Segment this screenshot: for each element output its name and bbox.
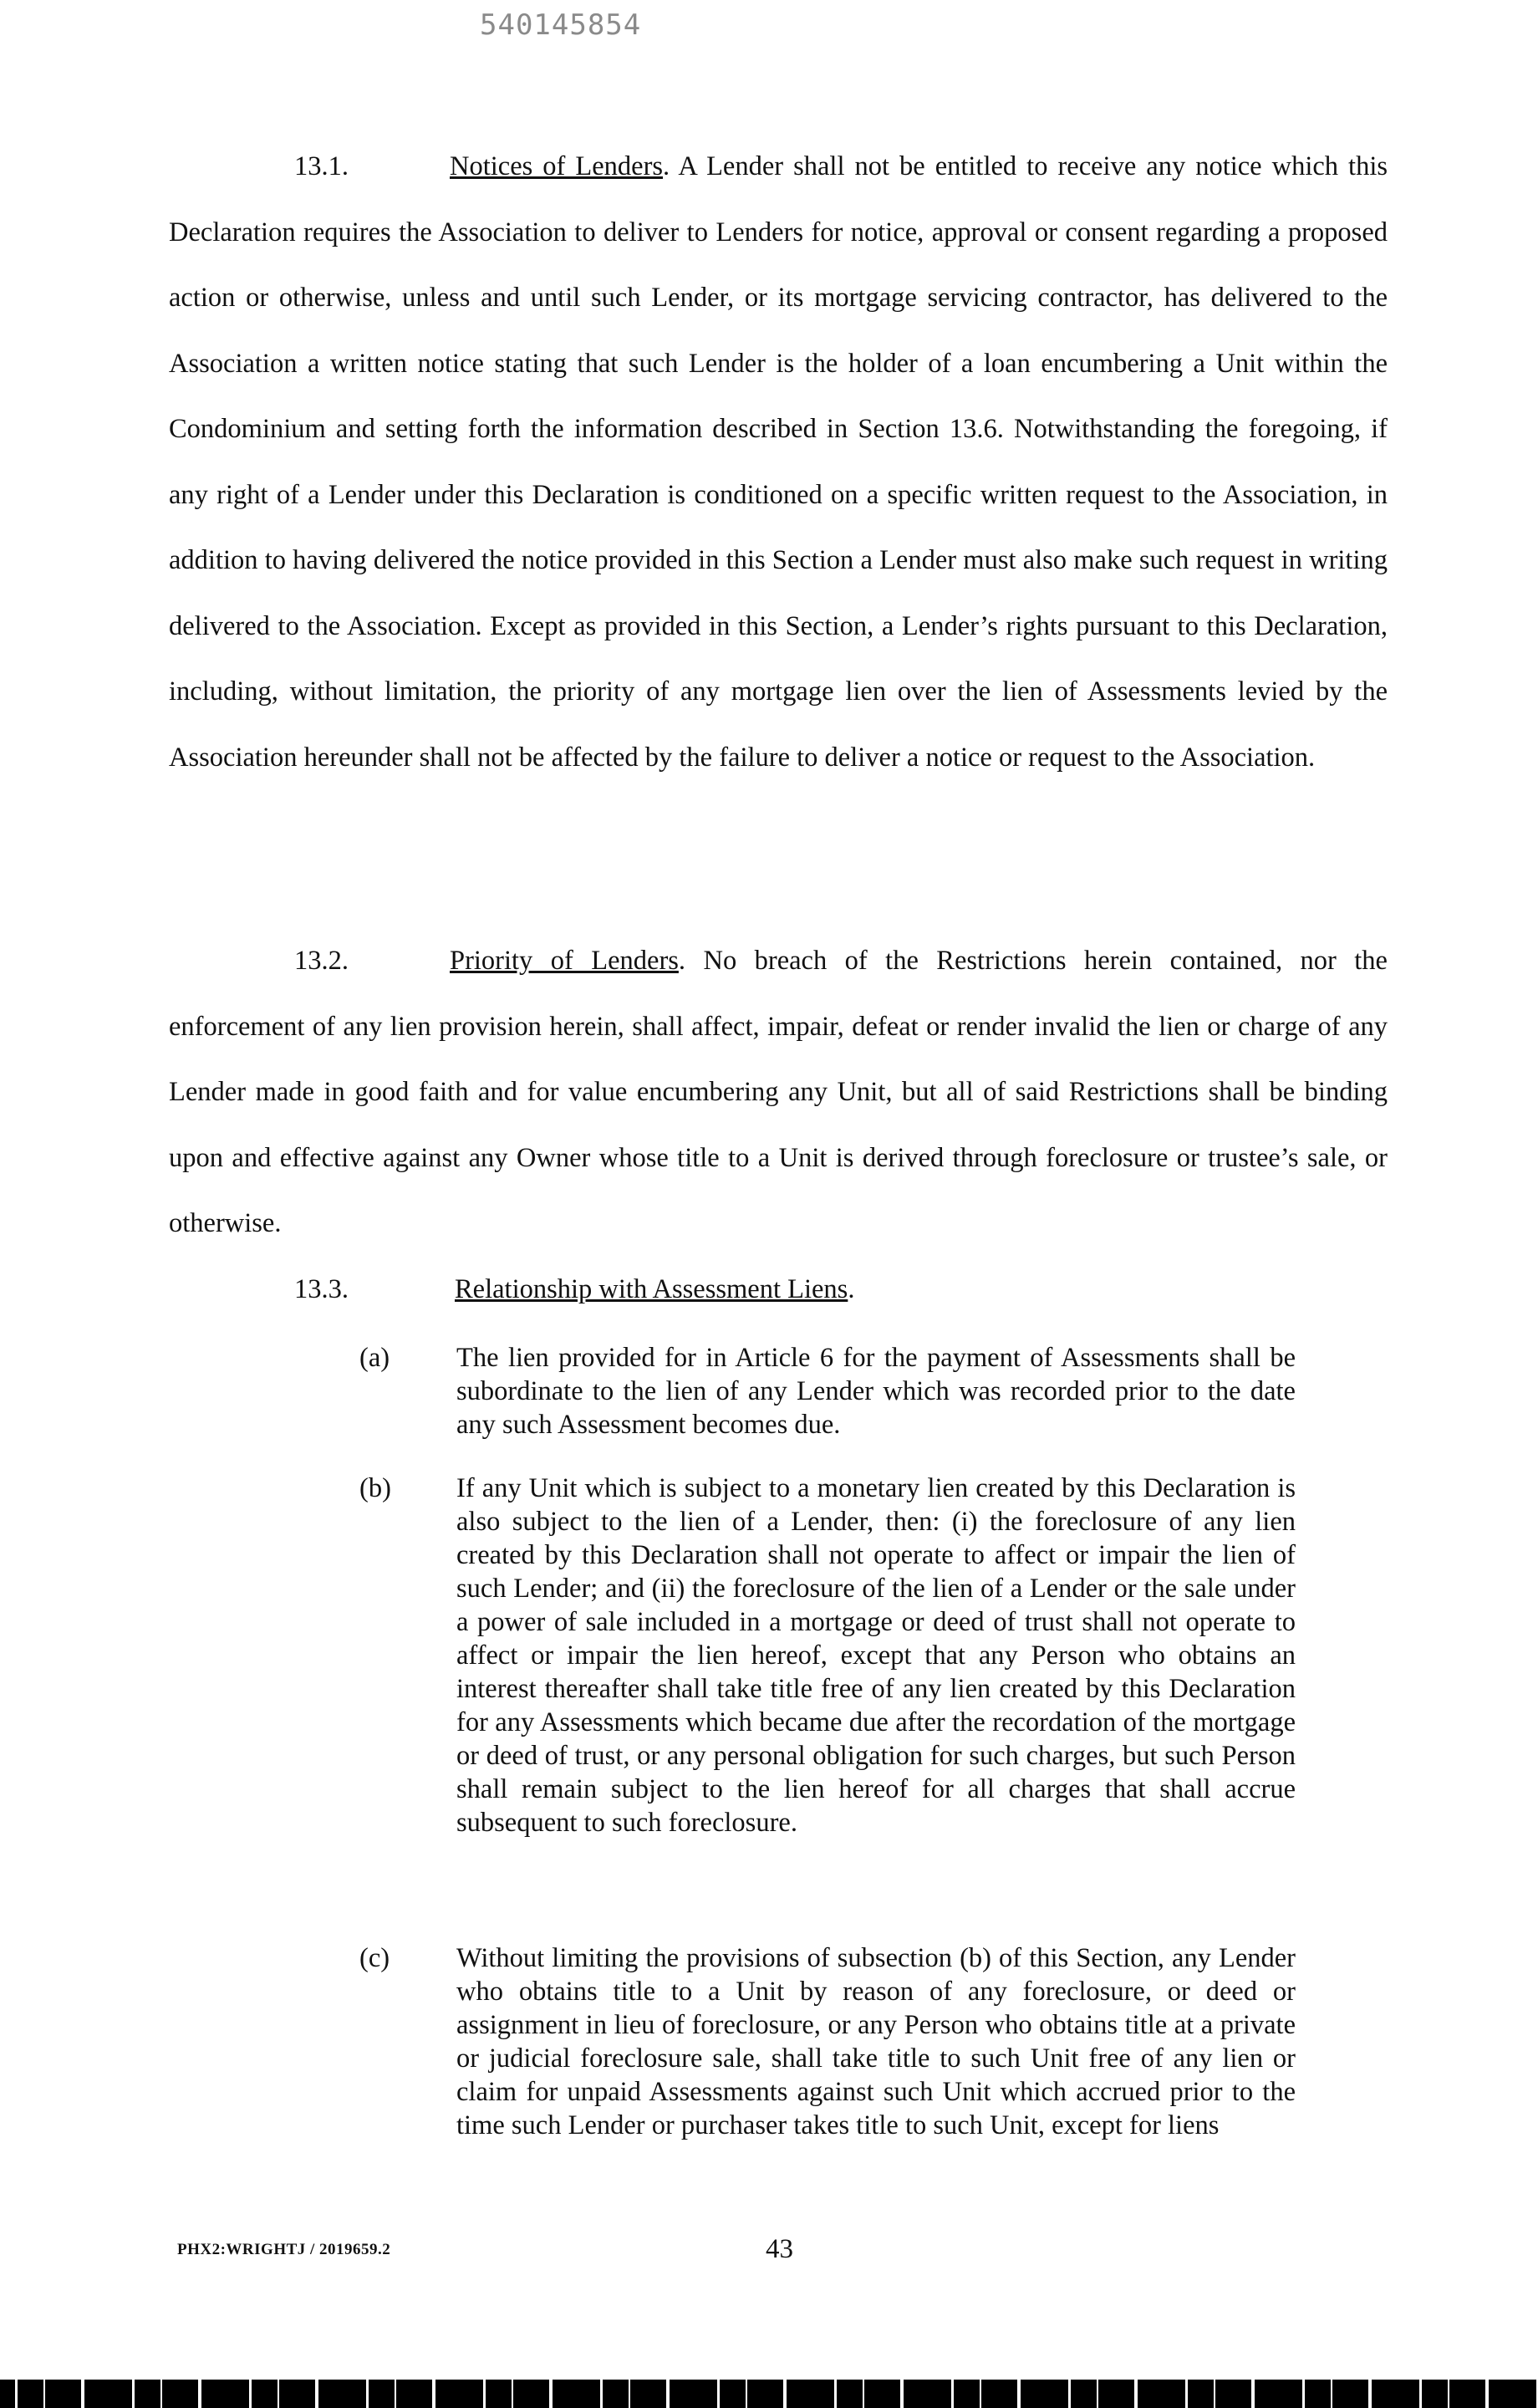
section-13-2 bbox=[169, 928, 1388, 1257]
scan-border-artifact bbox=[0, 2380, 1538, 2408]
section-text: . A Lender shall not be entitled to receive any notice which this Declaration requires the Association to deliver to Lenders for notice, approval or consent regarding a proposed action or otherwise, unless and until such Lender, or its mortgage servicing contractor, has delivered to the Association a written notice stating that such Lender is the holder of a loan encumbering a Unit within the Condominium and setting forth the information described in Section 13.6. Notwithstanding the foregoing, if any right of a Lender under this Declaration is conditioned on a specific written request to the Association, in addition to having delivered the notice provided in this Section a Lender must also make such request in writing delivered to the Association. Except as provided in this Section, a Lender’s rights pursuant to this Declaration, including, without limitation, the priority of any mortgage lien over the lien of Assessments levied by the Association hereunder shall not be affected by the failure to deliver a notice or request to the Association. bbox=[169, 151, 1388, 773]
subsection-label: (b) bbox=[359, 1473, 391, 1503]
section-heading: Notices of Lenders bbox=[450, 151, 664, 181]
section-text: . No breach of the Restrictions herein contained, nor the enforcement of any lien provision herein, shall affect, impair, defeat or render invalid the lien or charge of any Lender made in good faith and for value encumbering any Unit, but all of said Restrictions shall be binding upon and effective against any Owner whose title to a Unit is derived through foreclosure or trustee’s sale, or otherwise. bbox=[169, 946, 1388, 1238]
section-heading: Relationship with Assessment Liens bbox=[455, 1274, 848, 1304]
section-13-1 bbox=[169, 134, 1388, 790]
page-number: 43 bbox=[766, 2234, 793, 2264]
document-id: PHX2:WRIGHTJ / 2019659.2 bbox=[177, 2241, 391, 2258]
section-13-3-heading-row bbox=[294, 1264, 854, 1314]
section-number: 13.1. bbox=[294, 151, 349, 181]
subsection-label: (a) bbox=[359, 1343, 390, 1373]
section-number: 13.3. bbox=[294, 1274, 349, 1304]
section-heading: Priority of Lenders bbox=[450, 946, 679, 976]
section-heading-period: . bbox=[848, 1274, 855, 1304]
subsection-text: The lien provided for in Article 6 for the payment of Assessments shall be subordinate to the lien of any Lender which was recorded prior to the date any such Assessment becomes due. bbox=[456, 1343, 1296, 1440]
subsection-text: Without limiting the provisions of subsection (b) of this Section, any Lender who obtains title to a Unit by reason of any foreclosure, or deed or assignment in lieu of foreclosure, or any Person who obtains title at a private or judicial foreclosure sale, shall take title to such Unit free of any lien or claim for unpaid Assessments against such Unit which accrued prior to the time such Lender or purchaser takes title to such Unit, except for liens bbox=[456, 1943, 1296, 2140]
subsection-text: If any Unit which is subject to a monetary lien created by this Declaration is also subject to the lien of a Lender, then: (i) the foreclosure of any lien created by this Declaration shall not operate to affect or impair the lien of such Lender; and (ii) the foreclosure of the lien of a Lender or the sale under a power of sale included in a mortgage or deed of trust shall not operate to affect or impair the lien hereof, except that any Person who obtains an interest thereafter shall take title free of any lien created by this Declaration for any Assessments which became due after the recordation of the mortgage or deed of trust, or any personal obligation for such charges, but such Person shall remain subject to the lien hereof for all charges that shall accrue subsequent to such foreclosure. bbox=[456, 1473, 1296, 1838]
recording-stamp: 540145854 bbox=[480, 8, 642, 42]
section-number: 13.2. bbox=[294, 946, 349, 976]
subsection-label: (c) bbox=[359, 1943, 390, 1973]
